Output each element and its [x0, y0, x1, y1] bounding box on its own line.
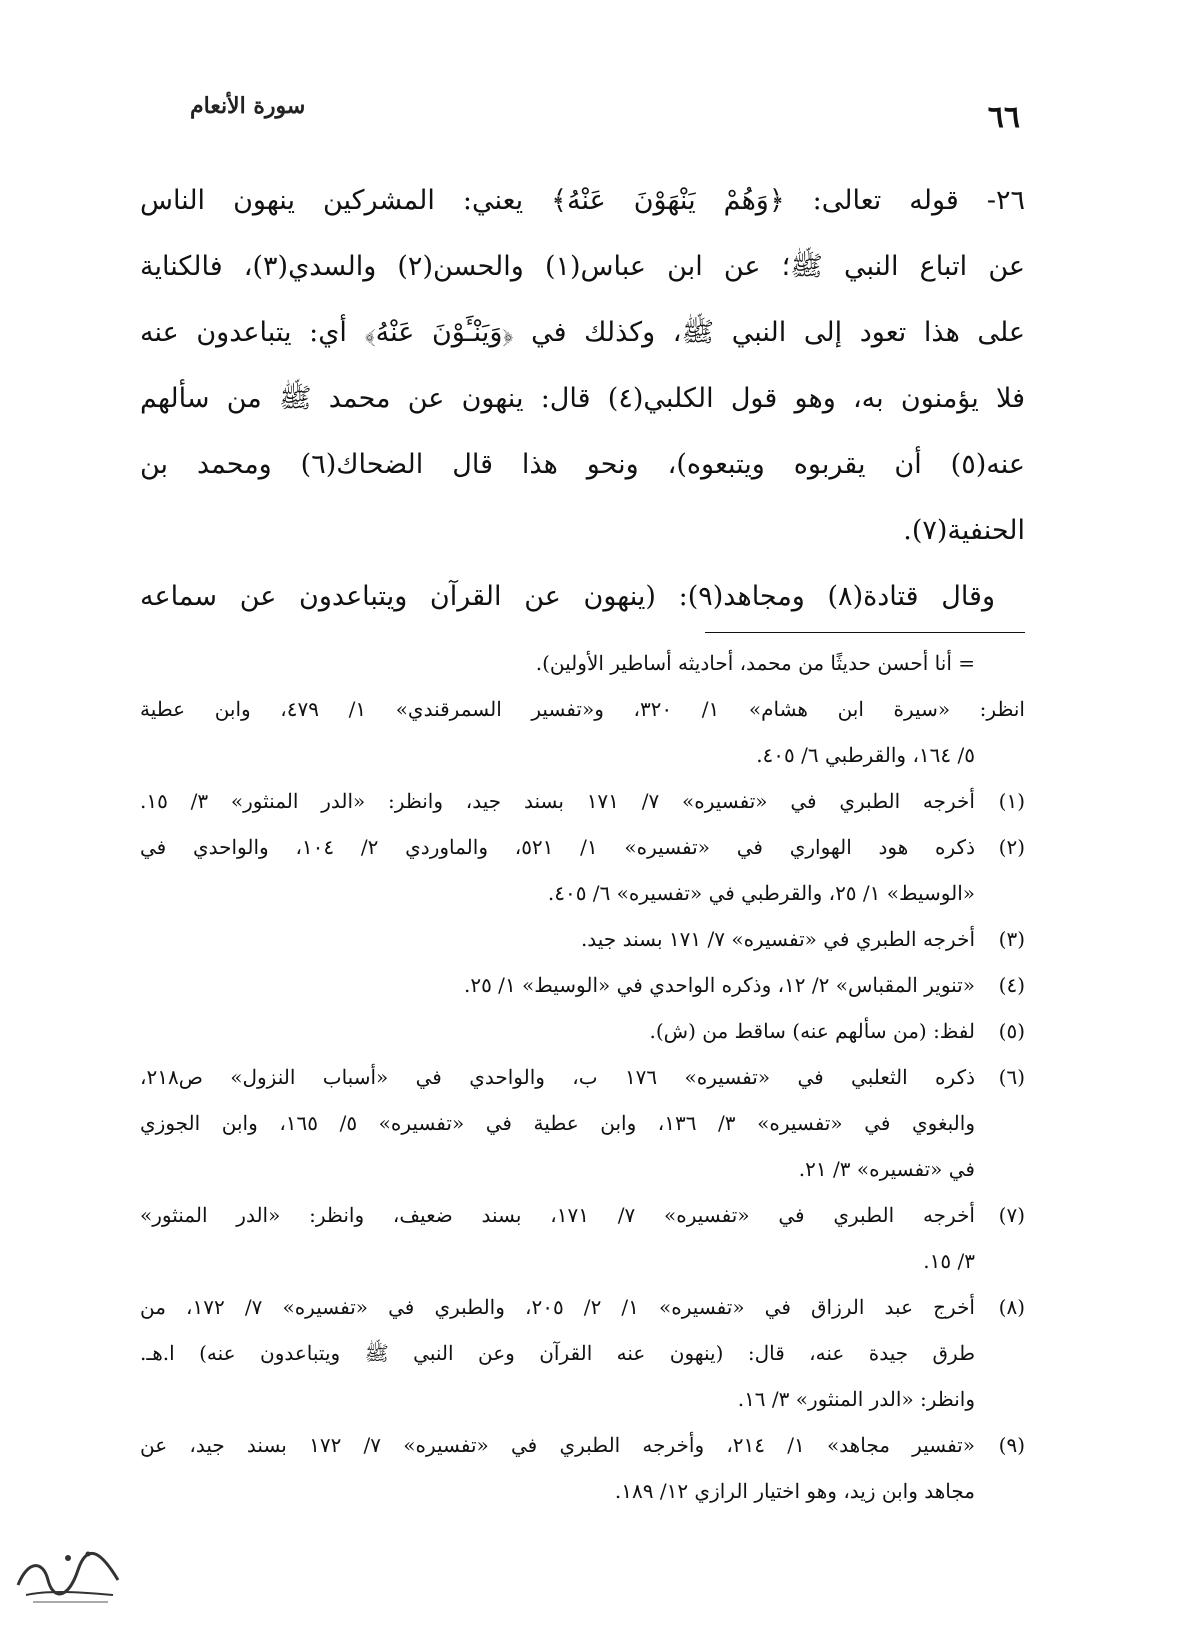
footnote-number: (٨) — [998, 1295, 1025, 1319]
footnote-text: «تنوير المقباس» ٢/ ١٢، وذكره الواحدي في «الوسيط» ١/ ٢٥. — [463, 973, 975, 997]
text-line: عن اتباع النبي ﷺ؛ عن ابن عباس(١) والحسن(٢) والسدي(٣)، فالكناية — [140, 251, 1025, 282]
footnote-8 — [140, 1284, 1025, 1422]
footnote-3 — [140, 916, 1025, 962]
page-number: ٦٦ — [987, 100, 1020, 135]
footnote-line: طرق جيدة عنه، قال: (ينهون عنه القرآن وعن النبي ﷺ ويتباعدون عنه) ا.هـ. — [140, 1341, 975, 1365]
footnote-text: ذكره هود الهواري في «تفسيره» ١/ ٥٢١، والماوردي ٢/ ١٠٤، والواحدي في — [140, 835, 975, 859]
footnote-number: (٧) — [998, 1203, 1025, 1227]
footnote-line: في «تفسيره» ٣/ ٢١. — [798, 1157, 975, 1181]
footnote-line — [140, 962, 1025, 1008]
text-line: عنه(٥) أن يقربوه ويتبعوه)، ونحو هذا قال الضحاك(٦) ومحمد بن — [140, 449, 1025, 480]
footnotes — [140, 640, 1025, 1514]
footnote-7 — [140, 1192, 1025, 1284]
footnote-text: «تفسير مجاهد» ١/ ٢١٤، وأخرجه الطبري في «تفسيره» ٧/ ١٧٢ بسند جيد، عن — [140, 1433, 975, 1457]
footnote-text: أخرجه الطبري في «تفسيره» ٧/ ١٧١ بسند جيد، وانظر: «الدر المنثور» ٣/ ١٥. — [140, 789, 975, 813]
footnote-number: (١) — [998, 789, 1025, 813]
text-line: وقال قتادة(٨) ومجاهد(٩): (ينهون عن القرآن ويتباعدون عن سماعه — [140, 581, 995, 612]
footnote-line: = أنا أحسن حديثًا من محمد، أحاديثه أساطير الأولين). — [535, 651, 975, 675]
footnote-number: (٣) — [998, 927, 1025, 951]
footnote-number: (٦) — [998, 1065, 1025, 1089]
footnote-text: ذكره الثعلبي في «تفسيره» ١٧٦ ب، والواحدي في «أسباب النزول» ص٢١٨، — [140, 1065, 975, 1089]
footnote-4 — [140, 962, 1025, 1008]
footnote-divider — [705, 632, 1025, 633]
footnote-line: «الوسيط» ١/ ٢٥، والقرطبي في «تفسيره» ٦/ ٤٠٥. — [547, 881, 975, 905]
footnote-2 — [140, 824, 1025, 916]
footnote-text: أخرجه الطبري في «تفسيره» ٧/ ١٧١ بسند جيد. — [580, 927, 975, 951]
paragraph-qatada — [140, 564, 1025, 630]
text-line: فلا يؤمنون به، وهو قول الكلبي(٤) قال: ينهون عن محمد ﷺ من سألهم — [140, 383, 1025, 414]
footnote-line — [140, 1284, 1025, 1330]
running-title: سورة الأنعام — [190, 93, 306, 119]
footnote-continuation — [140, 640, 1025, 778]
footnote-6 — [140, 1054, 1025, 1192]
publisher-logo — [8, 1540, 128, 1610]
footnote-line: ٥/ ١٦٤، والقرطبي ٦/ ٤٠٥. — [756, 743, 975, 767]
footnote-number: (٤) — [998, 973, 1025, 997]
paragraph-26 — [140, 168, 1025, 564]
footnote-1 — [140, 778, 1025, 824]
footnote-line: وانظر: «الدر المنثور» ٣/ ١٦. — [737, 1387, 975, 1411]
footnote-line: مجاهد وابن زيد، وهو اختيار الرازي ١٢/ ١٨٩. — [614, 1479, 975, 1503]
footnote-number: (٩) — [998, 1433, 1025, 1457]
footnote-9 — [140, 1422, 1025, 1514]
footnote-text: أخرج عبد الرزاق في «تفسيره» ١/ ٢/ ٢٠٥، والطبري في «تفسيره» ٧/ ١٧٢، من — [140, 1295, 975, 1319]
footnote-line — [140, 1422, 1025, 1468]
footnote-line — [140, 1054, 1025, 1100]
footnote-line: انظر: «سيرة ابن هشام» ١/ ٣٢٠، و«تفسير السمرقندي» ١/ ٤٧٩، وابن عطية — [140, 697, 1025, 721]
text-line: على هذا تعود إلى النبي ﷺ، وكذلك في ﴿وَيَنْـَٔوْنَ عَنْهُ﴾ أي: يتباعدون عنه — [140, 317, 1025, 348]
footnote-number: (٥) — [998, 1019, 1025, 1043]
text-line: الحنفية(٧). — [903, 515, 1025, 546]
footnote-line — [140, 1192, 1025, 1238]
footnote-line: ٣/ ١٥. — [923, 1249, 975, 1273]
footnote-number: (٢) — [998, 835, 1025, 859]
footnote-line — [140, 916, 1025, 962]
footnote-text: أخرجه الطبري في «تفسيره» ٧/ ١٧١، بسند ضعيف، وانظر: «الدر المنثور» — [140, 1203, 975, 1227]
text-line: ٢٦- قوله تعالى: ﴿وَهُمْ يَنْهَوْنَ عَنْهُ﴾ يعني: المشركين ينهون الناس — [140, 185, 1025, 216]
footnote-line: والبغوي في «تفسيره» ٣/ ١٣٦، وابن عطية في «تفسيره» ٥/ ١٦٥، وابن الجوزي — [140, 1111, 975, 1135]
footnote-line — [140, 778, 1025, 824]
page-header — [140, 88, 1045, 138]
main-text — [140, 168, 1025, 630]
footnote-5 — [140, 1008, 1025, 1054]
footnote-text: لفظ: (من سألهم عنه) ساقط من (ش). — [649, 1019, 975, 1043]
footnote-line — [140, 1008, 1025, 1054]
footnote-line — [140, 824, 1025, 870]
